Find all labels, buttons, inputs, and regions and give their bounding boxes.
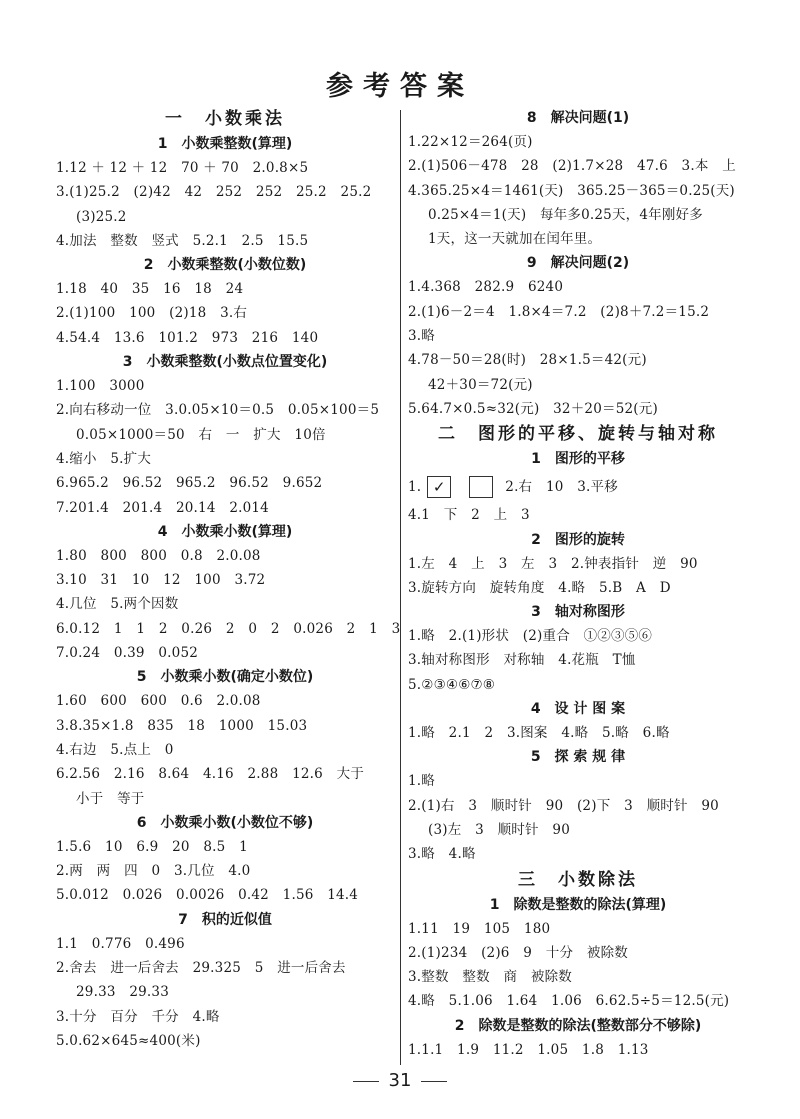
- answer-line: 4.1 下 2 上 3: [408, 507, 530, 524]
- answer-line: 1.18 40 35 16 18 24: [56, 281, 244, 298]
- answer-line: 1.11 19 105 180: [408, 920, 551, 937]
- section-heading: 1 小数乘整数(算理): [157, 136, 293, 152]
- section-heading: 8 解决问题(1): [526, 110, 630, 126]
- answer-line: 1.5.6 10 6.9 20 8.5 1: [56, 838, 248, 855]
- answer-line: 2.向右移动一位 3.0.05×10＝0.5 0.05×100＝5: [56, 402, 380, 419]
- answer-line: 3.略: [408, 328, 435, 345]
- section-heading: 3 轴对称图形: [531, 604, 625, 621]
- answer-line: 3.10 31 10 12 100 3.72: [56, 572, 266, 589]
- chapter-heading: 一 小数乘法: [165, 109, 285, 129]
- column-divider: [400, 110, 401, 1065]
- section-heading: 4 设 计 图 案: [530, 701, 626, 718]
- answer-line: 4.78－50＝28(时) 28×1.5＝42(元): [408, 352, 647, 369]
- section-heading: 6 小数乘小数(小数位不够): [136, 814, 314, 831]
- answer-line: 4.略 5.1.06 1.64 1.06 6.62.5÷5＝12.5(元): [408, 993, 730, 1010]
- answer-line: 2.(1)6－2＝4 1.8×4＝7.2 (2)8＋7.2＝15.2: [408, 303, 710, 320]
- page-number: [0, 1070, 800, 1091]
- answer-line: 29.33 29.33: [76, 984, 169, 1001]
- answer-line: 4.几位 5.两个因数: [56, 596, 179, 613]
- answer-line: 1.1.1 1.9 11.2 1.05 1.8 1.13: [408, 1041, 649, 1058]
- answer-line: 1.4.368 282.9 6240: [408, 279, 564, 296]
- right-column: [408, 106, 748, 1062]
- answer-line: 4.加法 整数 竖式 5.2.1 2.5 15.5: [56, 232, 309, 249]
- answer-line: 2.(1)右 3 顺时针 90 (2)下 3 顺时针 90: [408, 797, 719, 814]
- answer-line: 1.80 800 800 0.8 2.0.08: [56, 547, 261, 564]
- answer-line: 6.0.12 1 1 2 0.26 2 0 2 0.026 2 1 3: [56, 620, 401, 637]
- section-heading: 3 小数乘整数(小数点位置变化): [122, 354, 328, 371]
- answer-line: 4.右边 5.点上 0: [56, 741, 174, 758]
- answer-line-with-boxes: [408, 471, 748, 503]
- answer-line: 42＋30＝72(元): [428, 376, 533, 393]
- answer-text: 2.右 10 3.平移: [505, 479, 618, 496]
- answer-line: 2.(1)100 100 (2)18 3.右: [56, 305, 248, 322]
- answer-line: 2.两 两 四 0 3.几位 4.0: [56, 863, 251, 880]
- answer-line: 7.201.4 201.4 20.14 2.014: [56, 499, 269, 516]
- section-heading: 2 除数是整数的除法(整数部分不够除): [454, 1017, 702, 1034]
- answer-line: 5.②③④⑥⑦⑧: [408, 676, 496, 693]
- answer-line: 6.2.56 2.16 8.64 4.16 2.88 12.6 大于: [56, 766, 365, 783]
- section-heading: 1 除数是整数的除法(算理): [489, 896, 667, 913]
- item-number: 1.: [408, 479, 422, 496]
- answer-line: 7.0.24 0.39 0.052: [56, 645, 199, 662]
- answer-line: 5.0.012 0.026 0.0026 0.42 1.56 14.4: [56, 887, 359, 904]
- chapter-heading: 三 小数除法: [518, 869, 638, 890]
- answer-line: 2.(1)234 (2)6 9 十分 被除数: [408, 944, 628, 961]
- answer-line: 3.轴对称图形 对称轴 4.花瓶 T恤: [408, 652, 636, 669]
- section-heading: 2 小数乘整数(小数位数): [143, 257, 307, 274]
- page-title: 参考答案: [326, 71, 474, 102]
- answer-line: 1.100 3000: [56, 378, 145, 395]
- check-box-empty: [469, 476, 493, 498]
- answer-line: 2.舍去 进一后舍去 29.325 5 进一后舍去: [56, 960, 346, 977]
- section-heading: 7 积的近似值: [178, 911, 272, 928]
- answer-line: (3)25.2: [76, 208, 127, 225]
- answer-line: 5.0.62×645≈400(米): [56, 1032, 201, 1049]
- answer-line: 1.左 4 上 3 左 3 2.钟表指针 逆 90: [408, 555, 698, 572]
- answer-line: 5.64.7×0.5≈32(元) 32＋20＝52(元): [408, 400, 658, 417]
- answer-line: 2.(1)506－478 28 (2)1.7×28 47.6 3.本 上: [408, 158, 736, 175]
- answer-line: 4.365.25×4＝1461(天) 365.25－365＝0.25(天): [408, 182, 735, 199]
- answer-line: 3.十分 百分 千分 4.略: [56, 1008, 220, 1025]
- answer-line: 0.05×1000＝50 右 一 扩大 10倍: [76, 426, 326, 443]
- section-heading: 4 小数乘小数(算理): [157, 523, 293, 540]
- answer-line: 3.(1)25.2 (2)42 42 252 252 25.2 25.2: [56, 184, 372, 201]
- answer-line: 3.旋转方向 旋转角度 4.略 5.B A D: [408, 579, 671, 596]
- answer-line: 6.965.2 96.52 965.2 96.52 9.652: [56, 475, 323, 492]
- answer-line: 1天，这一天就加在闰年里。: [428, 231, 602, 248]
- answer-line: 小于 等于: [76, 790, 145, 807]
- dash-right: [421, 1081, 447, 1082]
- answer-line: 1.60 600 600 0.6 2.0.08: [56, 693, 261, 710]
- check-box-checked: ✓: [427, 476, 451, 498]
- section-heading: 5 小数乘小数(确定小数位): [136, 669, 314, 686]
- answer-line: 4.缩小 5.扩大: [56, 450, 152, 467]
- answer-line: 1.12 ＋ 12 ＋ 12 70 ＋ 70 2.0.8×5: [56, 160, 309, 176]
- chapter-heading: 二 图形的平移、旋转与轴对称: [438, 424, 718, 445]
- section-heading: 1 图形的平移: [531, 451, 625, 468]
- answer-line: 1.略: [408, 773, 435, 790]
- left-column: [56, 106, 401, 1053]
- answer-line: 3.8.35×1.8 835 18 1000 15.03: [56, 717, 308, 734]
- answer-line: 1.略 2.1 2 3.图案 4.略 5.略 6.略: [408, 725, 670, 742]
- answer-line: 1.略 2.(1)形状 (2)重合 ①②③⑤⑥: [408, 628, 653, 645]
- dash-left: [353, 1081, 379, 1082]
- answer-line: (3)左 3 顺时针 90: [428, 821, 570, 838]
- answer-line: 3.整数 整数 商 被除数: [408, 969, 572, 986]
- page-number-text: 31: [388, 1070, 412, 1091]
- answer-line: 1.22×12＝264(页): [408, 134, 533, 150]
- section-heading: 2 图形的旋转: [531, 531, 625, 548]
- section-heading: 9 解决问题(2): [526, 255, 630, 272]
- answer-line: 4.54.4 13.6 101.2 973 216 140: [56, 329, 319, 346]
- answer-line: 1.1 0.776 0.496: [56, 935, 185, 952]
- answer-line: 3.略 4.略: [408, 846, 476, 863]
- section-heading: 5 探 索 规 律: [530, 749, 626, 766]
- answer-line: 0.25×4＝1(天) 每年多0.25天，4年刚好多: [428, 206, 703, 223]
